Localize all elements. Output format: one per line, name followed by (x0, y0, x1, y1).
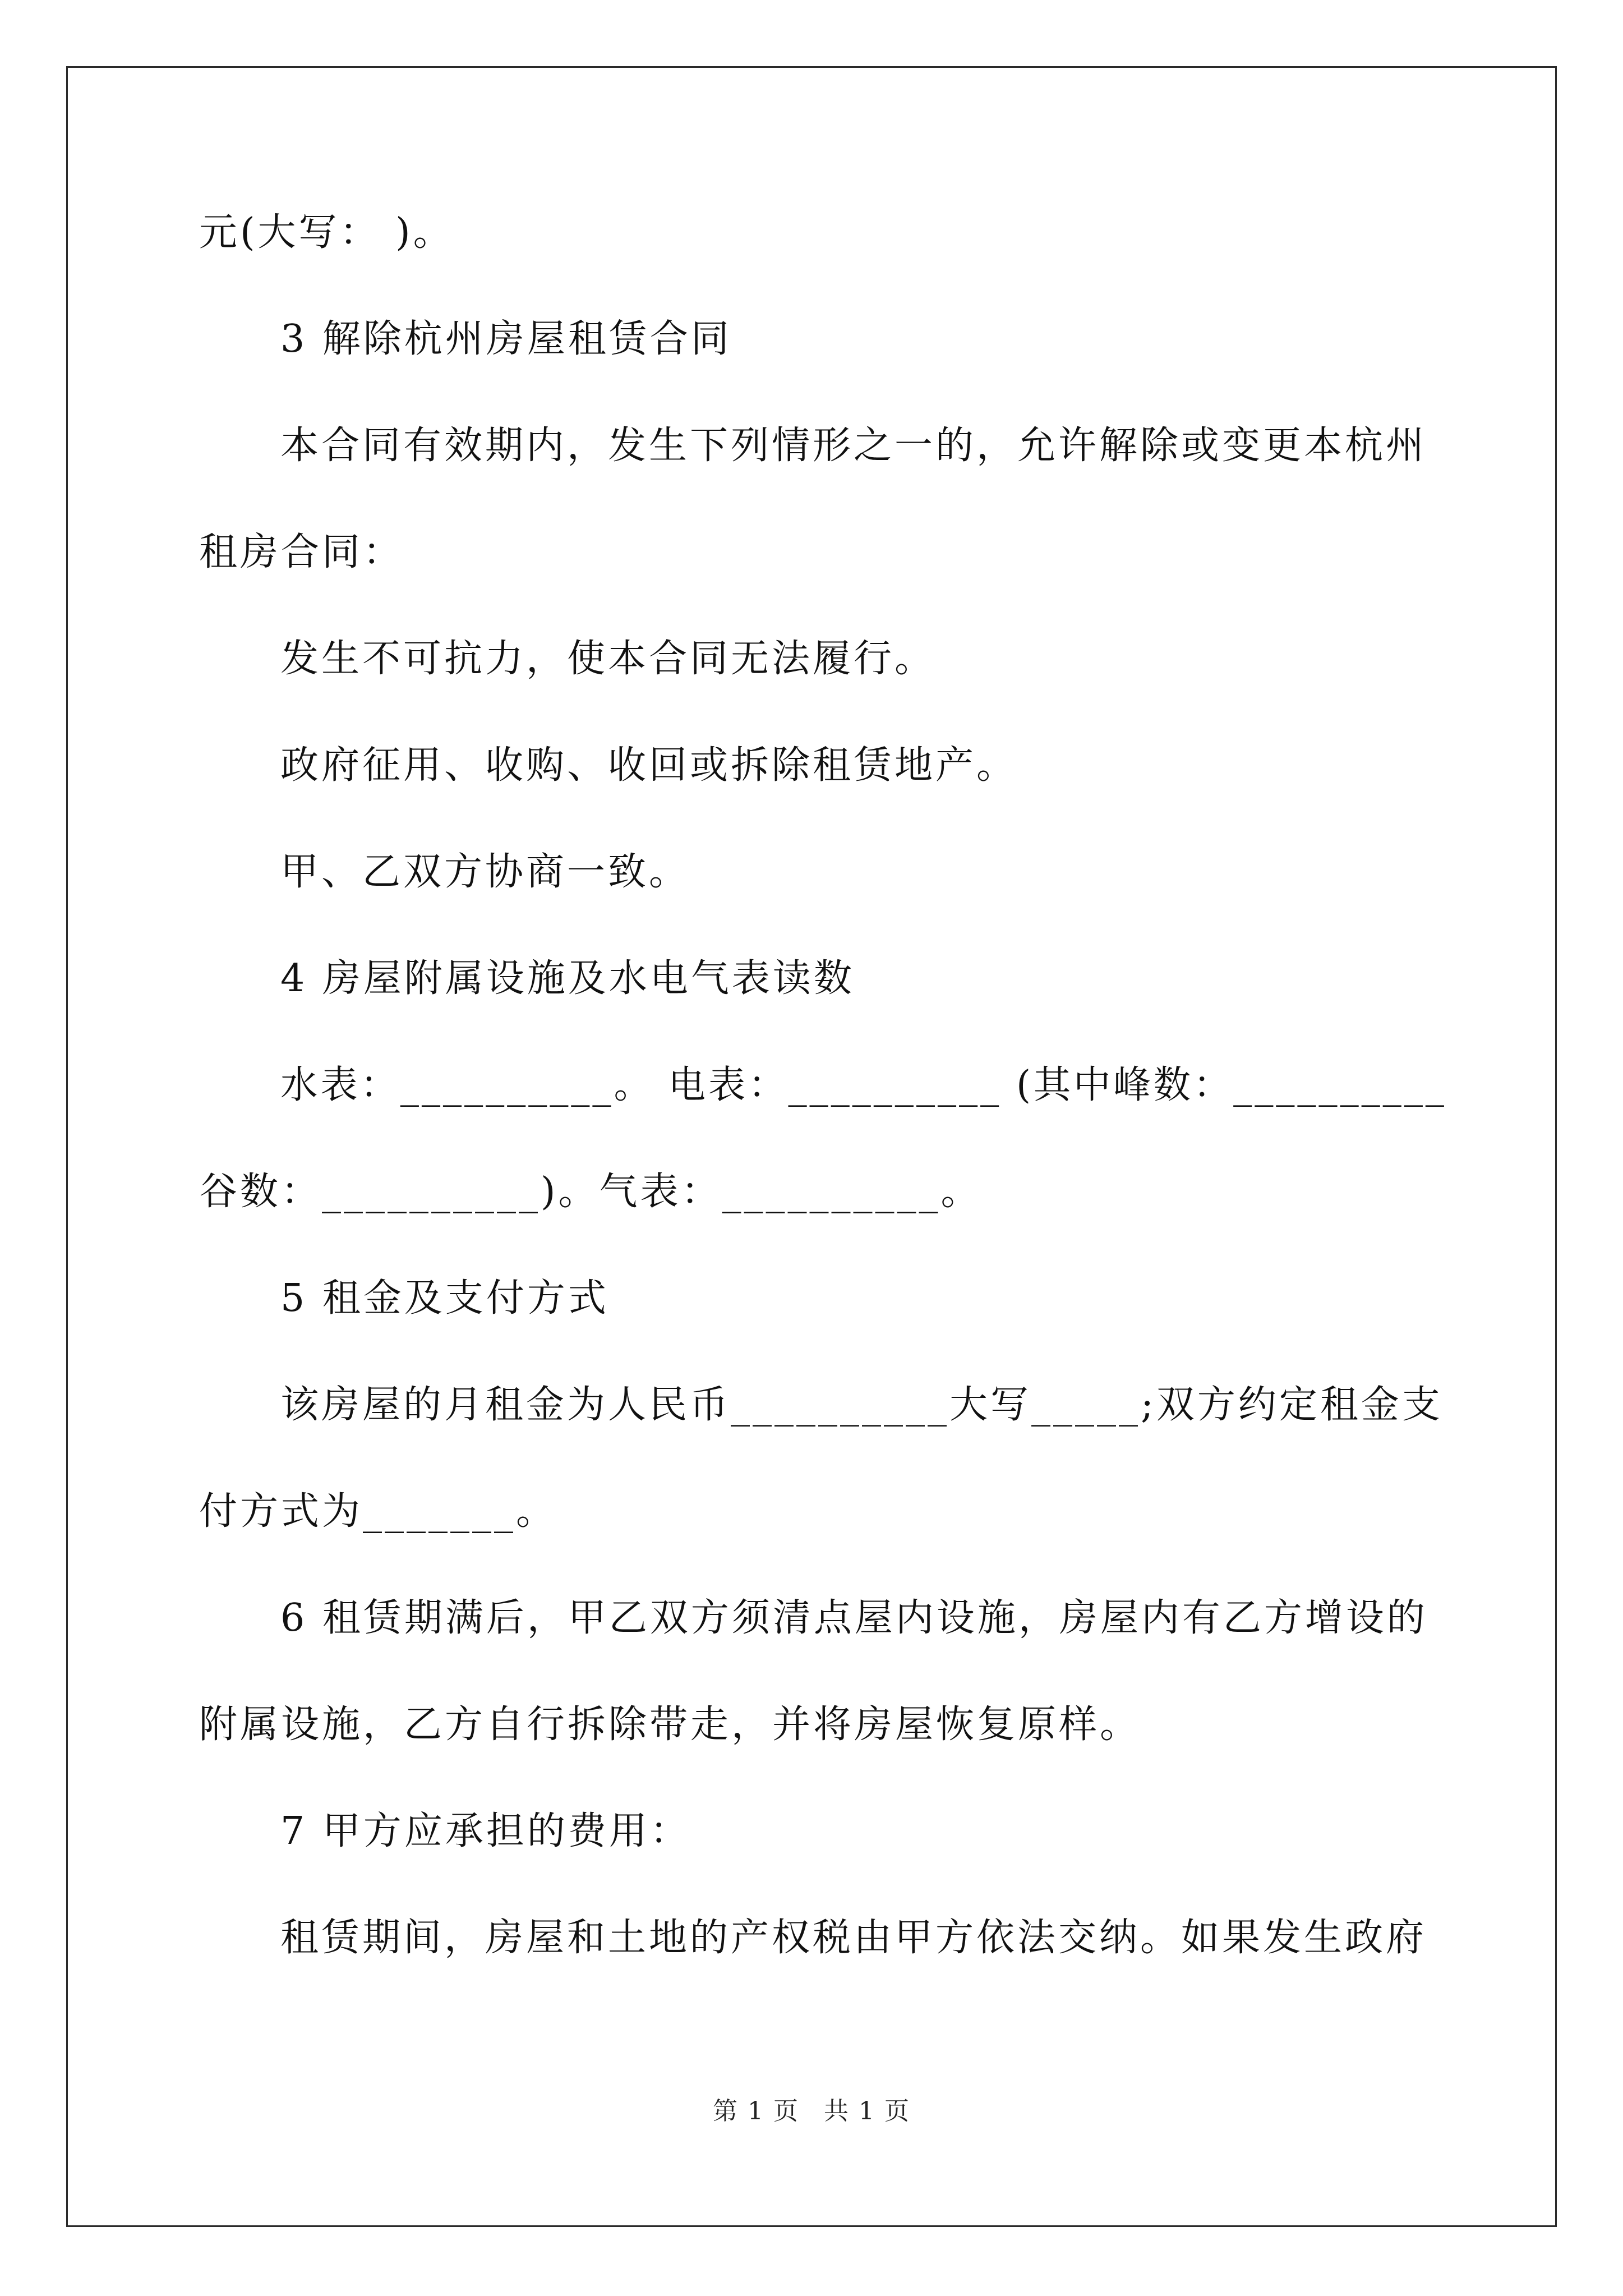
text-line: 6 租赁期满后，甲乙双方须清点屋内设施，房屋内有乙方增设的 (280, 1596, 1428, 1640)
text-line: 付方式为_______。 (199, 1489, 557, 1534)
page-border (66, 66, 1557, 2227)
section-heading: 7 甲方应承担的费用： (280, 1809, 691, 1853)
section-heading: 5 租金及支付方式 (280, 1276, 609, 1320)
text-line: 附属设施，乙方自行拆除带走，并将房屋恢复原样。 (199, 1703, 1141, 1747)
page-number: 第 1 页 (713, 2097, 799, 2125)
text-line: 元(大写： )。 (199, 210, 454, 255)
text-line: 本合同有效期内，发生下列情形之一的，允许解除或变更本杭州 (280, 424, 1427, 468)
page-footer (0, 2097, 1623, 2126)
text-line: 水表：__________。 电表：__________ (其中峰数：__________ (280, 1063, 1447, 1107)
text-line: 租赁期间，房屋和土地的产权税由甲方依法交纳。如果发生政府 (280, 1916, 1427, 1960)
text-line: 政府征用、收购、收回或拆除租赁地产。 (280, 743, 1018, 788)
text-line: 谷数：__________)。气表：__________。 (199, 1170, 982, 1214)
text-line: 发生不可抗力，使本合同无法履行。 (280, 637, 936, 681)
text-line: 甲、乙双方协商一致。 (280, 850, 690, 894)
section-heading: 4 房屋附属设施及水电气表读数 (280, 956, 855, 1001)
text-line: 租房合同： (199, 530, 404, 574)
text-line: 该房屋的月租金为人民币__________大写_____;双方约定租金支 (280, 1383, 1443, 1427)
page-total: 共 1 页 (824, 2097, 910, 2125)
section-heading: 3 解除杭州房屋租赁合同 (280, 317, 732, 361)
